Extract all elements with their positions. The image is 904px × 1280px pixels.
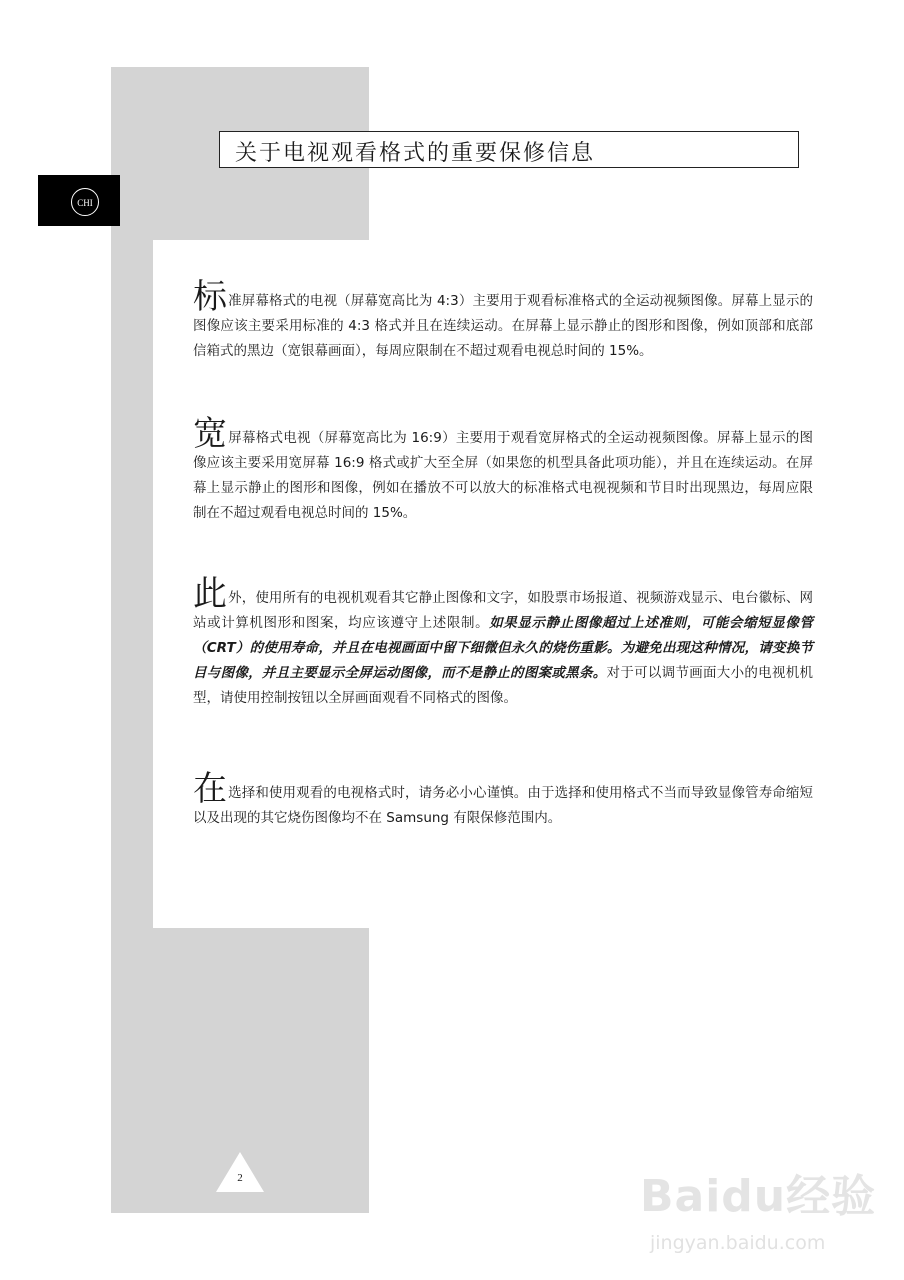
page-title: 关于电视观看格式的重要保修信息 bbox=[235, 141, 596, 166]
watermark-url: jingyan.baidu.com bbox=[650, 1232, 826, 1254]
title-box bbox=[219, 131, 799, 168]
paragraph-text: 屏幕格式电视（屏幕宽高比为 16:9）主要用于观看宽屏格式的全运动视频图像。屏幕上显示的图像应该主要采用宽屏幕 16:9 格式或扩大至全屏（如果您的机型具备此项功能），并且在连续运动。在屏幕上显示静止的图形和图像，例如在播放不可以放大的标准格式电视视频和节目时出现黑边，每周应限制在不超过观看电视总时间的 15%。 bbox=[193, 430, 813, 521]
paragraph-warranty-note bbox=[193, 769, 814, 831]
dropcap: 此 bbox=[193, 574, 228, 614]
dropcap: 宽 bbox=[193, 414, 228, 454]
language-badge: CHI bbox=[71, 188, 99, 216]
paragraph-text: 外，使用所有的电视机观看其它静止图像和文字，如股票市场报道、视频游戏显示、电台徽标、网站或计算机图形和图案，均应该遵守上述限制。 bbox=[193, 590, 814, 631]
dropcap: 标 bbox=[193, 277, 228, 317]
paragraph-static-images bbox=[193, 574, 814, 711]
paragraph-widescreen-format bbox=[193, 414, 813, 526]
paragraph-text: 准屏幕格式的电视（屏幕宽高比为 4:3）主要用于观看标准格式的全运动视频图像。屏幕上显示的图像应该主要采用标准的 4:3 格式并且在连续运动。在屏幕上显示静止的图形和图像，例如顶部和底部信箱式的黑边（宽银幕画面），每周应限制在不超过观看电视总时间的 15%。 bbox=[193, 293, 813, 359]
paragraph-standard-format bbox=[193, 277, 813, 364]
paragraph-text: 对于可以调节画面大小的电视机机型，请使用控制按钮以全屏画面观看不同格式的图像。 bbox=[193, 665, 814, 706]
watermark-brand: Baidu经验 bbox=[640, 1171, 877, 1222]
page-number: 2 bbox=[237, 1172, 243, 1184]
dropcap: 在 bbox=[193, 769, 228, 809]
watermark bbox=[640, 1140, 890, 1270]
warning-text: 如果显示静止图像超过上述准则，可能会缩短显像管（CRT）的使用寿命，并且在电视画面中留下细微但永久的烧伤重影。为避免出现这种情况，请变换节目与图像，并且主要显示全屏运动图像，而不是静止的图案或黑条。 bbox=[193, 615, 814, 681]
paragraph-text: 选择和使用观看的电视格式时，请务必小心谨慎。由于选择和使用格式不当而导致显像管寿命缩短以及出现的其它烧伤图像均不在 Samsung 有限保修范围内。 bbox=[193, 785, 814, 826]
